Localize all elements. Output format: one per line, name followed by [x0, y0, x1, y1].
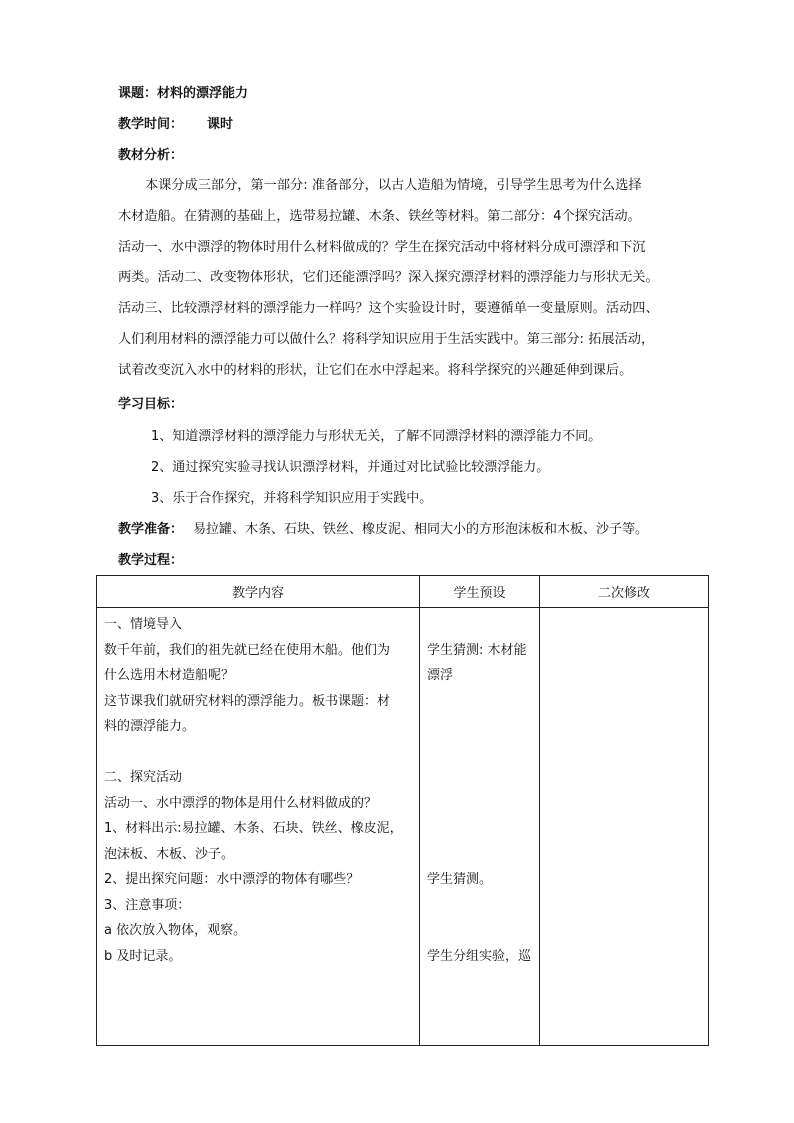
student-line — [427, 816, 533, 842]
header-student: 学生预设 — [420, 576, 540, 608]
content-line: 一、情境导入 — [104, 617, 183, 632]
content-line: a 依次放入物体，观察。 — [104, 923, 247, 938]
student-line — [427, 689, 533, 715]
student-line — [427, 612, 533, 638]
student-line — [427, 918, 533, 944]
teaching-prep-label: 教学准备： — [118, 522, 184, 537]
student-line — [427, 765, 533, 791]
goal-item-2: 2、通过探究实验寻找认识漂浮材料，并通过对比试验比较漂浮能力。 — [151, 460, 550, 475]
content-line: 活动一、水中漂浮的物体是用什么材料做成的？ — [104, 795, 378, 811]
goal-item-1: 1、知道漂浮材料的漂浮能力与形状无关，了解不同漂浮材料的漂浮能力不同。 — [151, 429, 602, 444]
lesson-title-label: 课题： — [118, 86, 158, 101]
teaching-prep-value: 易拉罐、木条、石块、铁丝、橡皮泥、相同大小的方形泡沫板和木板、沙子等。 — [193, 522, 649, 537]
content-line: 二、探究活动 — [104, 770, 183, 785]
content-line: 数千年前，我们的祖先就已经在使用木船。他们为 — [104, 642, 391, 658]
process-heading: 教学过程： — [118, 553, 184, 568]
lesson-title — [118, 85, 248, 103]
teaching-time — [118, 116, 233, 134]
analysis-line: 两类。活动二、改变物体形状，它们还能漂浮吗？深入探究漂浮材料的漂浮能力与形状无关。 — [118, 270, 659, 286]
analysis-paragraph — [118, 171, 688, 387]
revision-cell — [540, 608, 709, 1046]
content-lines — [97, 608, 419, 969]
content-line — [104, 740, 413, 766]
content-line: 3、注意事项： — [104, 897, 191, 913]
content-cell — [97, 608, 420, 1046]
content-line: 1、材料出示:易拉罐、木条、石块、铁丝、橡皮泥， — [104, 821, 403, 836]
analysis-line: 木材造船。在猜测的基础上，选带易拉罐、木条、铁丝等材料。第二部分：4个探究活动。 — [118, 208, 641, 224]
goals-heading: 学习目标： — [118, 397, 184, 412]
teaching-time-value: 课时 — [207, 117, 234, 132]
student-cell — [420, 608, 540, 1046]
analysis-line: 活动三、比较漂浮材料的漂浮能力一样吗？这个实验设计时，要遵循单一变量原则。活动四、 — [118, 301, 659, 317]
content-line: 泡沫板、木板、沙子。 — [104, 846, 235, 862]
student-line: 学生分组实验，巡 — [427, 948, 532, 964]
goal-item-3: 3、乐于合作探究，并将科学知识应用于实践中。 — [151, 491, 433, 506]
student-line — [427, 893, 533, 919]
teaching-time-label: 教学时间： — [118, 117, 184, 132]
lesson-title-value: 材料的漂浮能力 — [157, 86, 249, 101]
analysis-line: 人们利用材料的漂浮能力可以做什么？将科学知识应用于生活实践中。第三部分: 拓展活动， — [118, 331, 655, 347]
content-line: 料的漂浮能力。 — [104, 719, 196, 734]
student-line: 漂浮 — [427, 668, 454, 683]
content-line: 2、提出探究问题：水中漂浮的物体有哪些？ — [104, 872, 360, 887]
content-line: 这节课我们就研究材料的漂浮能力。板书课题：材 — [104, 693, 391, 709]
table-header-row — [97, 576, 709, 608]
analysis-line: 试着改变沉入水中的材料的形状，让它们在水中浮起来。将科学探究的兴趣延伸到课后。 — [118, 362, 633, 378]
header-content: 教学内容 — [97, 576, 420, 608]
student-line — [427, 740, 533, 766]
header-revision: 二次修改 — [540, 576, 709, 608]
content-line: b 及时记录。 — [104, 948, 182, 964]
student-line: 学生猜测: 木材能 — [427, 642, 527, 658]
student-line — [427, 714, 533, 740]
student-line — [427, 842, 533, 868]
analysis-heading: 教材分析： — [118, 148, 184, 163]
analysis-line: 活动一、水中漂浮的物体时用什么材料做成的？学生在探究活动中将材料分成可漂浮和下沉 — [118, 239, 646, 255]
table-row — [97, 608, 709, 1046]
analysis-line: 本课分成三部分，第一部分: 准备部分，以古人造船为情境，引导学生思考为什么选择 — [145, 178, 642, 193]
student-lines — [420, 608, 539, 969]
content-line: 什么选用木材造船呢？ — [104, 668, 235, 683]
student-line: 学生猜测。 — [427, 872, 493, 887]
student-line — [427, 791, 533, 817]
teaching-prep — [118, 521, 648, 539]
process-table — [96, 575, 709, 1046]
